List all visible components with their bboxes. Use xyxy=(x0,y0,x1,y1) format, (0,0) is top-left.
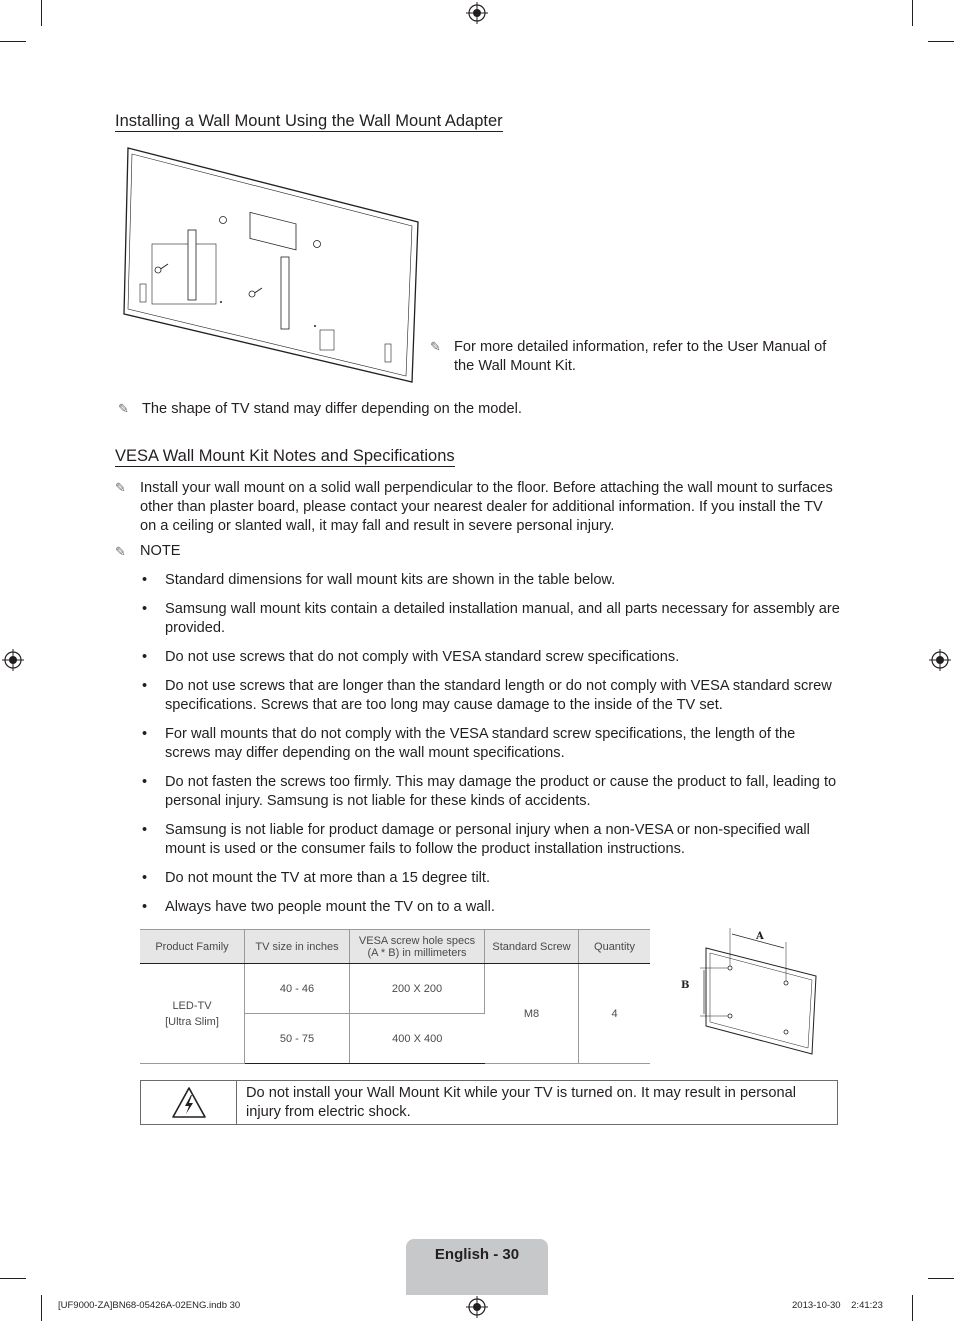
install-note: Install your wall mount on a solid wall perpendicular to the floor. Before attaching the wall mount to surfaces other than plaster board, please contact your nearest dealer for additional information. If you install the TV on a ceiling or slanted wall, it may fall and result in severe personal injury. xyxy=(140,480,833,534)
warning-box xyxy=(140,1080,838,1125)
dimension-label-b: B xyxy=(681,980,690,991)
crop-mark xyxy=(912,0,913,26)
page-label: English - 30 xyxy=(434,1246,520,1263)
crop-mark xyxy=(928,1278,954,1279)
electric-shock-warning-icon xyxy=(171,1086,207,1119)
table-header: Quantity xyxy=(579,930,651,964)
note-label: NOTE xyxy=(140,543,181,559)
pencil-note-icon: ✎ xyxy=(115,544,126,559)
standard-screw-cell: M8 xyxy=(485,964,579,1064)
dimension-label-a: A xyxy=(756,931,764,942)
section-title-wall-mount-adapter: Installing a Wall Mount Using the Wall Mount Adapter xyxy=(115,112,503,130)
list-item: • Samsung is not liable for product damage or personal injury when a non-VESA or non-specified wall mount is used or the consumer fails to follow the product installation instructions. xyxy=(140,821,840,859)
registration-mark-icon xyxy=(466,2,488,24)
registration-mark-icon xyxy=(2,649,24,671)
list-item: • Samsung wall mount kits contain a detailed installation manual, and all parts necessary for assembly are provided. xyxy=(140,600,840,638)
vesa-spec-cell: 200 X 200 xyxy=(350,964,485,1014)
table-header: VESA screw hole specs (A * B) in millimeters xyxy=(350,930,485,964)
pencil-note-icon: ✎ xyxy=(118,401,129,416)
list-item: • Do not use screws that do not comply with VESA standard screw specifications. xyxy=(140,648,840,667)
pencil-note-icon: ✎ xyxy=(115,480,126,495)
crop-mark xyxy=(0,1278,26,1279)
table-header: Standard Screw xyxy=(485,930,579,964)
product-family-cell xyxy=(140,964,245,1064)
vesa-dimension-diagram xyxy=(676,926,826,1056)
pencil-note-icon: ✎ xyxy=(430,339,441,354)
list-item: • Do not fasten the screws too firmly. This may damage the product or cause the product to fall, leading to personal injury. Samsung is not liable for these kinds of accidents. xyxy=(140,773,840,811)
notes-list xyxy=(140,571,840,927)
tv-stand-note: The shape of TV stand may differ depending on the model. xyxy=(142,401,522,417)
product-family-line: [Ultra Slim] xyxy=(165,1015,219,1028)
vesa-spec-cell: 400 X 400 xyxy=(350,1014,485,1064)
quantity-cell: 4 xyxy=(579,964,651,1064)
table-row xyxy=(140,964,650,1014)
table-header: TV size in inches xyxy=(245,930,350,964)
product-family-line: LED-TV xyxy=(172,999,212,1012)
crop-mark xyxy=(928,41,954,42)
print-timestamp: 2013-10-30 2:41:23 xyxy=(792,1300,883,1311)
tv-size-cell: 50 - 75 xyxy=(245,1014,350,1064)
warning-text: Do not install your Wall Mount Kit while your TV is turned on. It may result in personal injury from electric shock. xyxy=(246,1085,796,1120)
crop-mark xyxy=(912,1295,913,1321)
vesa-spec-table xyxy=(140,929,650,1064)
page-number-tab xyxy=(406,1239,548,1295)
wall-mount-kit-note: For more detailed information, refer to the User Manual of the Wall Mount Kit. xyxy=(454,339,827,374)
list-item: • Do not use screws that are longer than the standard length or do not comply with VESA standard screw specifications. Screws that are too long may cause damage to the inside of the TV set. xyxy=(140,677,840,715)
file-info: [UF9000-ZA]BN68-05426A-02ENG.indb 30 xyxy=(58,1300,241,1311)
table-header: Product Family xyxy=(140,930,245,964)
registration-mark-icon xyxy=(466,1296,488,1318)
crop-mark xyxy=(0,41,26,42)
warning-divider xyxy=(236,1081,237,1124)
tv-wall-mount-illustration xyxy=(120,144,420,389)
crop-mark xyxy=(41,1295,42,1321)
list-item: • Standard dimensions for wall mount kits are shown in the table below. xyxy=(140,571,840,590)
list-item: • Do not mount the TV at more than a 15 degree tilt. xyxy=(140,869,840,888)
registration-mark-icon xyxy=(929,649,951,671)
tv-size-cell: 40 - 46 xyxy=(245,964,350,1014)
list-item: • For wall mounts that do not comply with the VESA standard screw specifications, the length of the screws may differ depending on the wall mount specifications. xyxy=(140,725,840,763)
list-item: • Always have two people mount the TV on to a wall. xyxy=(140,898,840,917)
crop-mark xyxy=(41,0,42,26)
section-title-vesa-specs: VESA Wall Mount Kit Notes and Specifications xyxy=(115,447,455,465)
